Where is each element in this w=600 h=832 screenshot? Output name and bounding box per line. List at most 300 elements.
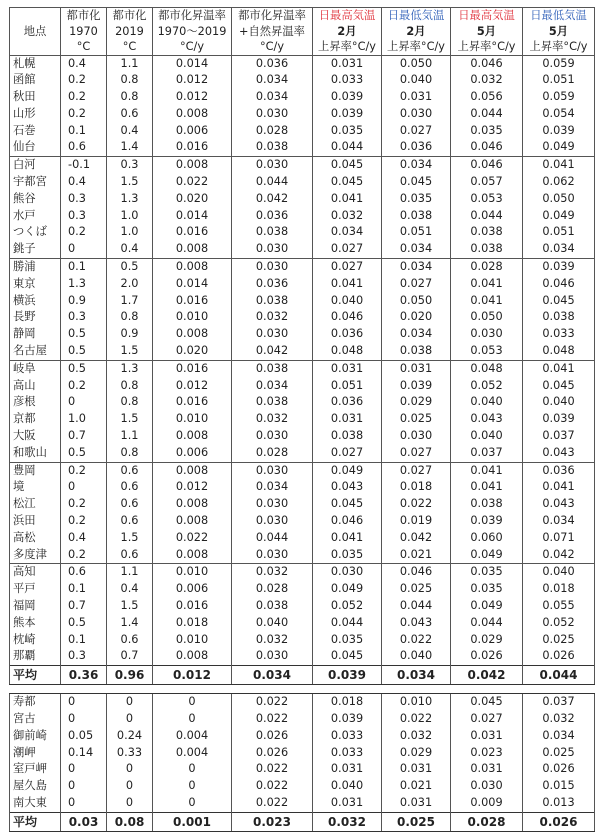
value-cell: 0.049 (451, 547, 523, 564)
value-cell: 0 (61, 711, 107, 728)
station-name-cell: 平戸 (10, 581, 61, 598)
value-cell: 0.012 (153, 89, 232, 106)
value-cell: 0 (107, 778, 153, 795)
value-cell: 0.4 (61, 55, 107, 72)
value-cell: 0.1 (61, 581, 107, 598)
value-cell: 0.035 (313, 123, 382, 140)
column-header-line: 日最低気温 (530, 9, 587, 22)
value-cell: 1.5 (107, 598, 153, 615)
value-cell: 0.040 (451, 394, 523, 411)
station-name-cell: 室戸岬 (10, 761, 61, 778)
value-cell: 0.046 (523, 276, 595, 293)
value-cell: 1.5 (107, 530, 153, 547)
table-row (10, 241, 595, 258)
value-cell: 0.012 (153, 378, 232, 395)
value-cell: -0.1 (61, 157, 107, 174)
value-cell: 0.056 (451, 89, 523, 106)
value-cell: 0.051 (523, 72, 595, 89)
value-cell: 0.030 (232, 241, 313, 258)
value-cell: 0.031 (451, 761, 523, 778)
value-cell: 0.6 (107, 513, 153, 530)
station-name-cell: 宮古 (10, 711, 61, 728)
value-cell: 0.043 (523, 445, 595, 462)
value-cell: 0.051 (523, 224, 595, 241)
value-cell: 0.039 (451, 513, 523, 530)
value-cell: 0.031 (313, 795, 382, 812)
station-name-cell: 函館 (10, 72, 61, 89)
value-cell: 0.2 (61, 462, 107, 479)
value-cell: 0.032 (313, 812, 382, 831)
value-cell: 0.6 (107, 496, 153, 513)
station-name-cell: 水戸 (10, 208, 61, 225)
value-cell: 0.020 (153, 191, 232, 208)
table-row (10, 581, 595, 598)
value-cell: 0.018 (523, 581, 595, 598)
value-cell: 0.045 (313, 496, 382, 513)
table-row (10, 293, 595, 310)
table-row (10, 795, 595, 812)
section-gap (10, 685, 595, 694)
value-cell: 0.8 (107, 394, 153, 411)
value-cell: 0.038 (232, 394, 313, 411)
value-cell: 0.048 (523, 343, 595, 360)
value-cell: 0 (107, 761, 153, 778)
value-cell: 0.026 (232, 728, 313, 745)
value-cell: 0.6 (107, 462, 153, 479)
column-header-line: 日最高気温 (318, 9, 376, 22)
value-cell: 0.031 (451, 728, 523, 745)
value-cell: 0.029 (382, 745, 451, 762)
value-cell: 0.008 (153, 496, 232, 513)
table-row (10, 479, 595, 496)
value-cell: 1.3 (107, 360, 153, 377)
station-name-cell: 勝浦 (10, 259, 61, 276)
section-gap-cell (10, 685, 595, 694)
value-cell: 0.039 (382, 378, 451, 395)
value-cell: 0.2 (61, 496, 107, 513)
value-cell: 0.5 (61, 326, 107, 343)
value-cell: 1.1 (107, 564, 153, 581)
value-cell: 0.036 (232, 276, 313, 293)
value-cell: 0.032 (382, 728, 451, 745)
value-cell: 0.039 (313, 106, 382, 123)
value-cell: 0.030 (232, 496, 313, 513)
table-row (10, 276, 595, 293)
value-cell: 0.4 (61, 174, 107, 191)
value-cell: 0.029 (382, 394, 451, 411)
value-cell: 0.9 (61, 293, 107, 310)
station-name-cell: 浜田 (10, 513, 61, 530)
value-cell: 0.36 (61, 666, 107, 685)
temperature-table (9, 7, 595, 832)
value-cell: 0.049 (313, 581, 382, 598)
value-cell: 0.046 (451, 55, 523, 72)
value-cell: 0.022 (153, 174, 232, 191)
value-cell: 0.057 (451, 174, 523, 191)
value-cell: 0.004 (153, 728, 232, 745)
value-cell: 0.008 (153, 428, 232, 445)
value-cell: 0.045 (313, 174, 382, 191)
column-header-line: 都市化 (66, 9, 101, 22)
value-cell: 0.050 (523, 191, 595, 208)
value-cell: 0.040 (382, 648, 451, 665)
value-cell: 0.030 (232, 648, 313, 665)
value-cell: 0.008 (153, 157, 232, 174)
value-cell: 0.027 (451, 711, 523, 728)
station-name-cell: 石巻 (10, 123, 61, 140)
value-cell: 0.027 (313, 445, 382, 462)
table-row (10, 72, 595, 89)
value-cell: 0.027 (382, 462, 451, 479)
value-cell: 0 (61, 778, 107, 795)
value-cell: 0.051 (382, 224, 451, 241)
value-cell: 0.034 (382, 326, 451, 343)
value-cell: 0.039 (313, 666, 382, 685)
value-cell: 0.043 (523, 496, 595, 513)
value-cell: 0.03 (61, 812, 107, 831)
column-header-line: 日最高気温 (458, 9, 515, 22)
value-cell: 0.049 (523, 139, 595, 156)
value-cell: 1.5 (107, 343, 153, 360)
value-cell: 0.015 (523, 778, 595, 795)
value-cell: 1.1 (107, 428, 153, 445)
value-cell: 1.0 (107, 208, 153, 225)
value-cell: 0.036 (382, 139, 451, 156)
value-cell: 0.016 (153, 360, 232, 377)
value-cell: 0 (61, 241, 107, 258)
table-row (10, 711, 595, 728)
value-cell: 0.4 (61, 530, 107, 547)
value-cell: 0.039 (523, 411, 595, 428)
value-cell: 0.039 (523, 123, 595, 140)
column-header-line: 上昇率°C/y (387, 40, 445, 53)
value-cell: 0.029 (451, 632, 523, 649)
value-cell: 0.8 (107, 378, 153, 395)
station-name-cell: 札幌 (10, 55, 61, 72)
column-header-line: 2019 (115, 24, 144, 38)
value-cell: 0.035 (313, 632, 382, 649)
table-row (10, 445, 595, 462)
value-cell: 0 (153, 761, 232, 778)
table-row (10, 694, 595, 711)
value-cell: 0.001 (153, 812, 232, 831)
value-cell: 0.034 (232, 666, 313, 685)
value-cell: 0.006 (153, 445, 232, 462)
station-name-cell: 豊岡 (10, 462, 61, 479)
value-cell: 0.022 (382, 711, 451, 728)
value-cell: 0.038 (232, 224, 313, 241)
value-cell: 0.4 (107, 241, 153, 258)
station-name-cell: 境 (10, 479, 61, 496)
value-cell: 0.010 (153, 309, 232, 326)
value-cell: 0.1 (61, 123, 107, 140)
table-row (10, 745, 595, 762)
value-cell: 0.044 (523, 666, 595, 685)
value-cell: 0 (61, 394, 107, 411)
value-cell: 0.2 (61, 89, 107, 106)
value-cell: 0.013 (523, 795, 595, 812)
value-cell: 0.030 (232, 259, 313, 276)
value-cell: 0.030 (382, 428, 451, 445)
station-name-cell: つくば (10, 224, 61, 241)
table-row (10, 632, 595, 649)
value-cell: 0.5 (61, 615, 107, 632)
value-cell: 0.1 (61, 632, 107, 649)
value-cell: 0.032 (232, 564, 313, 581)
table-row (10, 191, 595, 208)
value-cell: 0.016 (153, 293, 232, 310)
value-cell: 0.010 (153, 411, 232, 428)
value-cell: 0.030 (232, 106, 313, 123)
value-cell: 0.034 (523, 513, 595, 530)
column-header (61, 8, 107, 56)
value-cell: 0.042 (232, 343, 313, 360)
column-header-line: 2月 (337, 24, 357, 38)
value-cell: 0.062 (523, 174, 595, 191)
value-cell: 0.028 (232, 445, 313, 462)
value-cell: 0.036 (232, 208, 313, 225)
value-cell: 0.030 (232, 326, 313, 343)
table-row (10, 343, 595, 360)
value-cell: 0.2 (61, 547, 107, 564)
value-cell: 0.7 (61, 428, 107, 445)
value-cell: 0.038 (523, 309, 595, 326)
value-cell: 0.059 (523, 89, 595, 106)
value-cell: 0.045 (523, 378, 595, 395)
value-cell: 0.044 (313, 615, 382, 632)
value-cell: 0.9 (107, 326, 153, 343)
column-header-line: 都市化 (112, 9, 147, 22)
value-cell: 0.032 (523, 711, 595, 728)
value-cell: 0.039 (313, 711, 382, 728)
value-cell: 0.071 (523, 530, 595, 547)
value-cell: 0.026 (523, 812, 595, 831)
value-cell: 0.028 (232, 123, 313, 140)
value-cell: 0.036 (232, 55, 313, 72)
value-cell: 0.038 (382, 343, 451, 360)
value-cell: 0.035 (451, 564, 523, 581)
table-row (10, 496, 595, 513)
column-header-line: 日最低気温 (387, 9, 445, 22)
value-cell: 0.008 (153, 513, 232, 530)
value-cell: 0.039 (523, 259, 595, 276)
table-row (10, 208, 595, 225)
value-cell: 0.041 (451, 276, 523, 293)
station-name-cell: 山形 (10, 106, 61, 123)
value-cell: 0.046 (451, 139, 523, 156)
value-cell: 0.031 (382, 795, 451, 812)
value-cell: 0.040 (382, 72, 451, 89)
column-header-line: °C/y (179, 40, 205, 53)
value-cell: 0.8 (107, 445, 153, 462)
table-row (10, 378, 595, 395)
table-row (10, 778, 595, 795)
table-row (10, 428, 595, 445)
column-header-line: °C/y (259, 40, 285, 53)
value-cell: 0.041 (523, 157, 595, 174)
column-header-line: 上昇率°C/y (318, 40, 376, 53)
value-cell: 2.0 (107, 276, 153, 293)
value-cell: 0.4 (107, 123, 153, 140)
station-name-cell: 長野 (10, 309, 61, 326)
station-name-cell: 高松 (10, 530, 61, 547)
value-cell: 0.037 (523, 694, 595, 711)
value-cell: 0.044 (451, 208, 523, 225)
value-cell: 0.030 (232, 513, 313, 530)
value-cell: 1.5 (107, 174, 153, 191)
value-cell: 0 (61, 479, 107, 496)
value-cell: 0.020 (153, 343, 232, 360)
station-name-cell: 高山 (10, 378, 61, 395)
value-cell: 0.018 (153, 615, 232, 632)
value-cell: 0.010 (153, 632, 232, 649)
value-cell: 0.038 (313, 428, 382, 445)
value-cell: 0.022 (232, 795, 313, 812)
value-cell: 0.010 (153, 564, 232, 581)
value-cell: 0.6 (61, 564, 107, 581)
value-cell: 0.052 (523, 615, 595, 632)
value-cell: 0.032 (232, 309, 313, 326)
value-cell: 0.034 (232, 89, 313, 106)
value-cell: 1.4 (107, 139, 153, 156)
average-row (10, 812, 595, 831)
station-name-cell: 白河 (10, 157, 61, 174)
value-cell: 0.046 (313, 309, 382, 326)
value-cell: 0.031 (313, 761, 382, 778)
value-cell: 0.030 (382, 106, 451, 123)
value-cell: 0.1 (61, 259, 107, 276)
value-cell: 0.022 (232, 711, 313, 728)
value-cell: 0.044 (451, 615, 523, 632)
table-row (10, 89, 595, 106)
value-cell: 0.040 (523, 564, 595, 581)
value-cell: 0.08 (107, 812, 153, 831)
value-cell: 0.030 (451, 778, 523, 795)
value-cell: 0.014 (153, 55, 232, 72)
value-cell: 0.038 (382, 208, 451, 225)
value-cell: 0.016 (153, 598, 232, 615)
value-cell: 0.036 (523, 462, 595, 479)
value-cell: 0.030 (232, 428, 313, 445)
value-cell: 0.031 (382, 89, 451, 106)
table-row (10, 55, 595, 72)
value-cell: 0.006 (153, 123, 232, 140)
column-header-line: 5月 (476, 24, 497, 38)
value-cell: 0.035 (451, 123, 523, 140)
value-cell: 0.014 (153, 208, 232, 225)
station-name-cell: 那覇 (10, 648, 61, 665)
value-cell: 0.027 (313, 241, 382, 258)
value-cell: 0.050 (451, 309, 523, 326)
value-cell: 0.016 (153, 139, 232, 156)
value-cell: 0.028 (451, 812, 523, 831)
value-cell: 0.2 (61, 224, 107, 241)
value-cell: 0.018 (313, 694, 382, 711)
column-header-line: 都市化昇温率 (158, 9, 226, 22)
value-cell: 0 (153, 795, 232, 812)
value-cell: 0.041 (523, 360, 595, 377)
value-cell: 0.4 (107, 581, 153, 598)
value-cell: 0.026 (232, 745, 313, 762)
station-name-cell: 福岡 (10, 598, 61, 615)
value-cell: 0.032 (232, 632, 313, 649)
value-cell: 0.008 (153, 547, 232, 564)
table-row (10, 728, 595, 745)
value-cell: 0.053 (451, 191, 523, 208)
value-cell: 0.034 (232, 72, 313, 89)
value-cell: 0.031 (313, 360, 382, 377)
value-cell: 0.016 (153, 224, 232, 241)
value-cell: 0.045 (382, 174, 451, 191)
value-cell: 0.045 (313, 157, 382, 174)
station-name-cell: 宇都宮 (10, 174, 61, 191)
value-cell: 0.039 (313, 89, 382, 106)
value-cell: 0.049 (451, 598, 523, 615)
value-cell: 0.028 (232, 581, 313, 598)
station-name-cell: 彦根 (10, 394, 61, 411)
value-cell: 1.0 (107, 224, 153, 241)
column-header-line: 5月 (548, 24, 569, 38)
table-row (10, 530, 595, 547)
value-cell: 0.6 (107, 632, 153, 649)
column-header-line: +自然昇温率 (239, 24, 305, 38)
value-cell: 0.040 (232, 615, 313, 632)
value-cell: 0 (153, 711, 232, 728)
value-cell: 0.060 (451, 530, 523, 547)
table-row (10, 648, 595, 665)
value-cell: 0.031 (313, 411, 382, 428)
station-name-cell: 仙台 (10, 139, 61, 156)
value-cell: 0.008 (153, 462, 232, 479)
value-cell: 0.008 (153, 648, 232, 665)
station-name-cell: 東京 (10, 276, 61, 293)
value-cell: 0.6 (107, 547, 153, 564)
value-cell: 0.025 (382, 411, 451, 428)
value-cell: 0.041 (451, 479, 523, 496)
value-cell: 0.054 (523, 106, 595, 123)
value-cell: 0.014 (153, 276, 232, 293)
column-header-line: °C (122, 40, 137, 53)
station-name-cell: 南大東 (10, 795, 61, 812)
value-cell: 0.040 (523, 394, 595, 411)
header-row (10, 8, 595, 56)
value-cell: 0.035 (313, 547, 382, 564)
station-name-cell: 平均 (10, 812, 61, 831)
station-name-cell: 御前崎 (10, 728, 61, 745)
value-cell: 0.8 (107, 309, 153, 326)
value-cell: 0.040 (451, 428, 523, 445)
table-header (10, 8, 595, 56)
value-cell: 0 (61, 795, 107, 812)
value-cell: 0.034 (232, 378, 313, 395)
value-cell: 0.034 (382, 157, 451, 174)
table-row (10, 513, 595, 530)
value-cell: 0.041 (313, 530, 382, 547)
value-cell: 0.7 (107, 648, 153, 665)
value-cell: 0.038 (451, 241, 523, 258)
value-cell: 0.012 (153, 666, 232, 685)
table-row (10, 259, 595, 276)
value-cell: 0.033 (313, 745, 382, 762)
value-cell: 0.5 (61, 343, 107, 360)
value-cell: 0.05 (61, 728, 107, 745)
value-cell: 0.035 (451, 581, 523, 598)
value-cell: 0.037 (451, 445, 523, 462)
value-cell: 0.048 (451, 360, 523, 377)
station-name-cell: 潮岬 (10, 745, 61, 762)
value-cell: 0.041 (313, 276, 382, 293)
value-cell: 0.046 (382, 564, 451, 581)
